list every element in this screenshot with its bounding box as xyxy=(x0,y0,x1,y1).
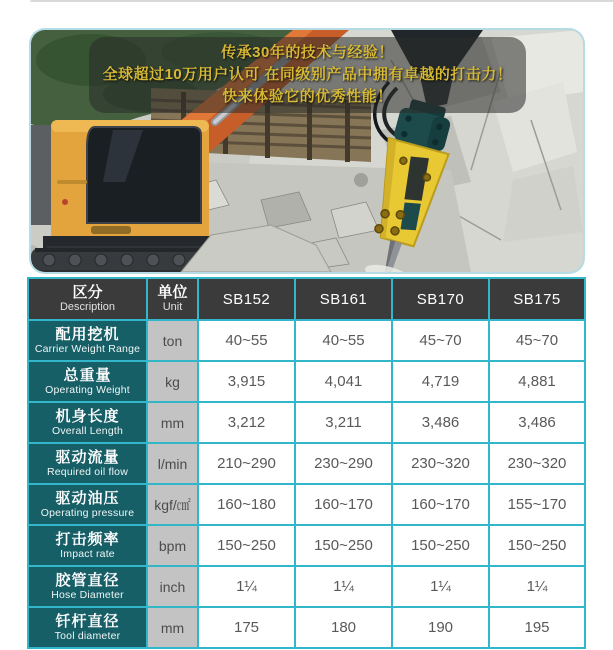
excavator-cab xyxy=(43,120,215,252)
value-cell: 175 xyxy=(198,607,295,648)
row-unit: inch xyxy=(147,566,198,607)
table-row xyxy=(28,525,585,566)
row-unit: bpm xyxy=(147,525,198,566)
row-label-impact-rate: 打击频率 Impact rate xyxy=(28,525,147,566)
row-unit: ton xyxy=(147,320,198,361)
row-unit: mm xyxy=(147,402,198,443)
spec-header-row xyxy=(28,278,585,320)
value-cell: 3,915 xyxy=(198,361,295,402)
row-unit: mm xyxy=(147,607,198,648)
banner-line-2: 全球超过10万用户认可 在同级别产品中拥有卓越的打击力！ xyxy=(102,66,513,83)
header-model-sb152: SB152 xyxy=(198,278,295,320)
banner-overlay xyxy=(89,37,526,113)
value-cell: 1¼ xyxy=(489,566,585,607)
value-cell: 195 xyxy=(489,607,585,648)
table-row xyxy=(28,607,585,648)
header-model-sb170: SB170 xyxy=(392,278,489,320)
value-cell: 1¼ xyxy=(392,566,489,607)
header-description-en: Description xyxy=(59,301,116,313)
value-cell: 45~70 xyxy=(392,320,489,361)
value-cell: 3,211 xyxy=(295,402,392,443)
table-row xyxy=(28,484,585,525)
value-cell: 230~320 xyxy=(489,443,585,484)
value-cell: 150~250 xyxy=(392,525,489,566)
value-cell: 150~250 xyxy=(489,525,585,566)
value-cell: 160~180 xyxy=(198,484,295,525)
page-top-divider xyxy=(30,0,613,2)
header-unit-en: Unit xyxy=(162,301,183,313)
header-unit xyxy=(147,278,198,320)
header-description xyxy=(28,278,147,320)
value-cell: 4,041 xyxy=(295,361,392,402)
table-row xyxy=(28,443,585,484)
table-row xyxy=(28,361,585,402)
value-cell: 230~290 xyxy=(295,443,392,484)
value-cell: 150~250 xyxy=(198,525,295,566)
value-cell: 230~320 xyxy=(392,443,489,484)
row-label-hose-diameter: 胶管直径 Hose Diameter xyxy=(28,566,147,607)
value-cell: 190 xyxy=(392,607,489,648)
row-unit: kgf/㎠ xyxy=(147,484,198,525)
banner-line-1: 传承30年的技术与经验！ xyxy=(221,44,394,61)
value-cell: 210~290 xyxy=(198,443,295,484)
table-row xyxy=(28,566,585,607)
header-unit-cn: 单位 xyxy=(157,284,188,301)
row-label-tool-diameter: 钎杆直径 Tool diameter xyxy=(28,607,147,648)
table-row xyxy=(28,320,585,361)
row-label-operating-pressure: 驱动油压 Operating pressure xyxy=(28,484,147,525)
banner-line-3: 快来体验它的优秀性能！ xyxy=(222,88,393,105)
excavator-tracks xyxy=(31,248,206,270)
quarry-photo xyxy=(31,30,583,272)
value-cell: 150~250 xyxy=(295,525,392,566)
row-label-operating-weight: 总重量 Operating Weight xyxy=(28,361,147,402)
value-cell: 4,881 xyxy=(489,361,585,402)
value-cell: 1¼ xyxy=(198,566,295,607)
value-cell: 160~170 xyxy=(392,484,489,525)
value-cell: 45~70 xyxy=(489,320,585,361)
value-cell: 40~55 xyxy=(295,320,392,361)
spec-table xyxy=(27,277,586,649)
value-cell: 180 xyxy=(295,607,392,648)
value-cell: 1¼ xyxy=(295,566,392,607)
row-unit: kg xyxy=(147,361,198,402)
row-label-overall-length: 机身长度 Overall Length xyxy=(28,402,147,443)
header-description-cn: 区分 xyxy=(72,284,103,301)
value-cell: 3,486 xyxy=(392,402,489,443)
value-cell: 3,212 xyxy=(198,402,295,443)
row-label-carrier-weight: 配用挖机 Carrier Weight Range xyxy=(28,320,147,361)
value-cell: 40~55 xyxy=(198,320,295,361)
header-model-sb161: SB161 xyxy=(295,278,392,320)
table-row xyxy=(28,402,585,443)
row-unit: l/min xyxy=(147,443,198,484)
header-model-sb175: SB175 xyxy=(489,278,585,320)
value-cell: 155~170 xyxy=(489,484,585,525)
row-label-oil-flow: 驱动流量 Required oil flow xyxy=(28,443,147,484)
value-cell: 160~170 xyxy=(295,484,392,525)
value-cell: 4,719 xyxy=(392,361,489,402)
value-cell: 3,486 xyxy=(489,402,585,443)
